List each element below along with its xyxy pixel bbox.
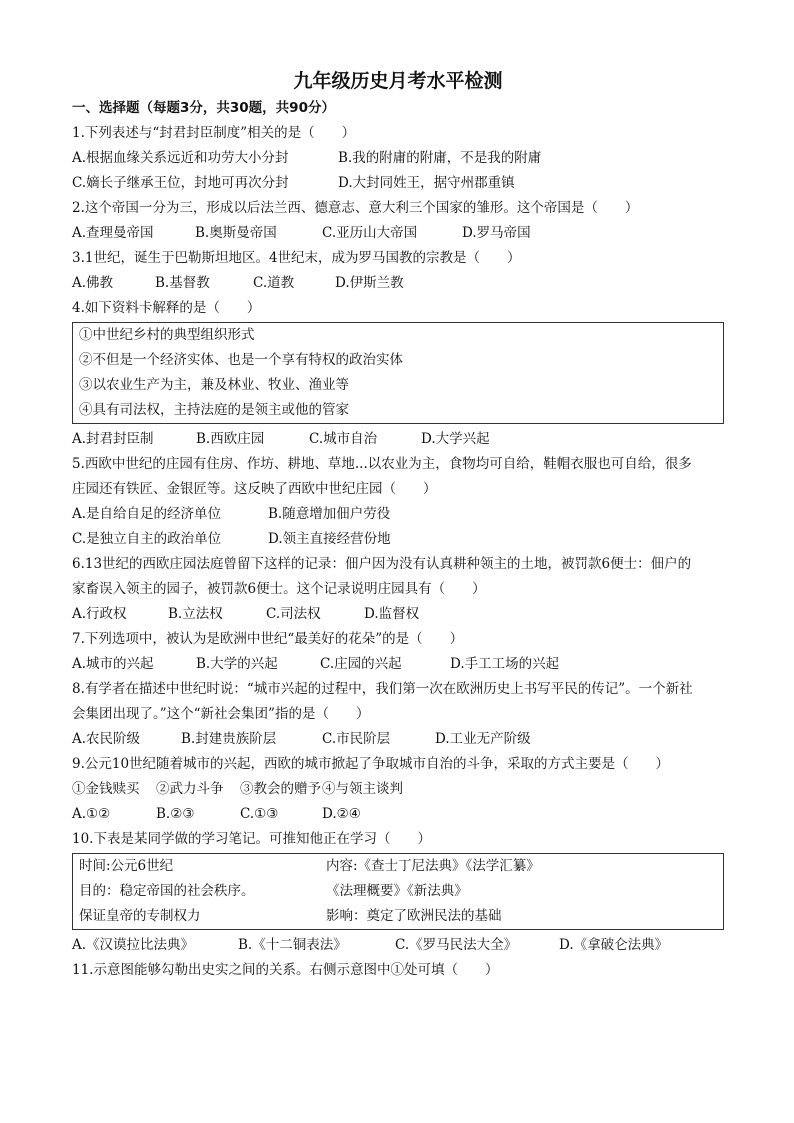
question-9-items	[72, 777, 724, 802]
q6-option-a[interactable]: A.行政权	[72, 606, 127, 622]
q5-option-b[interactable]: B.随意增加佃户劳役	[268, 506, 391, 522]
q10-note-guarantee: 保证皇帝的专制权力	[79, 908, 201, 924]
question-6-stem: 6.13世纪的西欧庄园法庭曾留下这样的记录：佃户因为没有认真耕种领主的土地，被罚款6便士：佃户的	[72, 556, 692, 572]
q10-option-d[interactable]: D.《拿破仑法典》	[559, 937, 669, 953]
q1-option-a[interactable]: A.根据血缘关系远近和功劳大小分封	[72, 150, 289, 166]
q10-notes-row	[79, 879, 717, 904]
question-2-options	[72, 221, 724, 246]
question-2-stem: 2.这个帝国一分为三，形成以后法兰西、德意志、意大利三个国家的雏形。这个帝国是（ ）	[72, 200, 639, 216]
q4-info-card	[72, 322, 724, 424]
q4-option-b[interactable]: B.西欧庄园	[196, 431, 265, 447]
q7-option-a[interactable]: A.城市的兴起	[72, 656, 154, 672]
page-title: 九年级历史月考水平检测	[293, 70, 503, 92]
q2-option-d[interactable]: D.罗马帝国	[462, 225, 531, 241]
question-8-stem: 8.有学者在描述中世纪时说：“城市兴起的过程中，我们第一次在欧洲历史上书写平民的传记”。一个新社	[72, 681, 693, 697]
question-1-options-row1	[72, 146, 724, 171]
q3-option-d[interactable]: D.伊斯兰教	[335, 275, 404, 291]
question-6-stem-cont: 家畜误入领主的园子，被罚款6便士。这个记录说明庄园具有（ ）	[72, 581, 486, 597]
question-5-options-row2	[72, 527, 724, 552]
q2-option-c[interactable]: C.亚历山大帝国	[322, 225, 418, 241]
q9-option-d[interactable]: D.②④	[322, 806, 361, 822]
q10-notes-row	[79, 854, 717, 879]
q4-card-item: ②不但是一个经济实体、也是一个享有特权的政治实体	[79, 352, 403, 368]
q7-option-d[interactable]: D.手工工场的兴起	[450, 656, 560, 672]
q4-option-d[interactable]: D.大学兴起	[421, 431, 490, 447]
question-9-stem: 9.公元10世纪随着城市的兴起，西欧的城市掀起了争取城市自治的斗争，采取的方式主要是（ ）	[72, 756, 670, 772]
question-7-options	[72, 652, 724, 677]
q8-option-d[interactable]: D.工业无产阶级	[435, 731, 531, 747]
q10-option-a[interactable]: A.《汉谟拉比法典》	[72, 937, 195, 953]
q5-option-d[interactable]: D.领主直接经营份地	[268, 531, 391, 547]
q10-note-content2: 《法理概要》《新法典》	[326, 883, 468, 899]
section-heading: 一、选择题（每题3分，共30题，共90分）	[72, 100, 335, 116]
question-4-options	[72, 427, 724, 452]
q10-note-impact: 影响：奠定了欧洲民法的基础	[326, 908, 502, 924]
q7-option-c[interactable]: C.庄园的兴起	[320, 656, 402, 672]
q10-option-b[interactable]: B.《十二铜表法》	[238, 937, 347, 953]
question-9-options	[72, 802, 724, 827]
q3-option-b[interactable]: B.基督教	[155, 275, 210, 291]
q2-option-b[interactable]: B.奥斯曼帝国	[195, 225, 277, 241]
q10-note-time: 时间:公元6世纪	[79, 858, 174, 874]
question-8-stem-cont: 会集团出现了。”这个“新社会集团”指的是（ ）	[72, 706, 370, 722]
q3-option-c[interactable]: C.道教	[253, 275, 295, 291]
q10-note-purpose: 目的：稳定帝国的社会秩序。	[79, 883, 255, 899]
question-5-stem: 5.西欧中世纪的庄园有住房、作坊、耕地、草地...以农业为主，食物均可自给，鞋帽衣服也可自给，很多	[72, 456, 692, 472]
question-7-stem: 7.下列选项中，被认为是欧洲中世纪“最美好的花朵”的是（ ）	[72, 631, 464, 647]
q5-option-c[interactable]: C.是独立自主的政治单位	[72, 531, 222, 547]
q9-item: ①金钱赎买	[72, 781, 140, 797]
q2-option-a[interactable]: A.查理曼帝国	[72, 225, 154, 241]
q9-option-a[interactable]: A.①②	[72, 806, 111, 822]
question-11-stem: 11.示意图能够勾勒出史实之间的关系。右侧示意图中①处可填（ ）	[72, 962, 499, 978]
q1-option-d[interactable]: D.大封同姓王，据守州郡重镇	[338, 175, 515, 191]
q8-option-b[interactable]: B.封建贵族阶层	[181, 731, 277, 747]
q9-option-c[interactable]: C.①③	[240, 806, 279, 822]
question-6-options	[72, 602, 724, 627]
q8-option-c[interactable]: C.市民阶层	[322, 731, 391, 747]
q10-notes-table	[72, 853, 724, 930]
q6-option-b[interactable]: B.立法权	[168, 606, 223, 622]
question-10-stem: 10.下表是某同学做的学习笔记。可推知他正在学习（ ）	[72, 831, 431, 847]
q10-note-content: 内容:《查士丁尼法典》《法学汇纂》	[326, 858, 540, 874]
question-5-stem-cont: 庄园还有铁匠、金银匠等。这反映了西欧中世纪庄园（ ）	[72, 481, 437, 497]
question-8-options	[72, 727, 724, 752]
q4-card-item: ③以农业生产为主，兼及林业、牧业、渔业等	[79, 377, 349, 393]
q6-option-c[interactable]: C.司法权	[266, 606, 321, 622]
q4-card-item: ④具有司法权，主持法庭的是领主或他的管家	[79, 402, 349, 418]
q3-option-a[interactable]: A.佛教	[72, 275, 114, 291]
q1-option-b[interactable]: B.我的附庸的附庸，不是我的附庸	[338, 150, 542, 166]
question-1-stem: 1.下列表述与“封君封臣制度”相关的是（ ）	[72, 125, 356, 141]
question-5-options-row1	[72, 502, 724, 527]
q9-item: ③教会的赠予	[240, 781, 321, 797]
question-3-options	[72, 271, 724, 296]
question-3-stem: 3.1世纪，诞生于巴勒斯坦地区。4世纪末，成为罗马国教的宗教是（ ）	[72, 250, 521, 266]
question-1-options-row2	[72, 171, 724, 196]
q4-option-a[interactable]: A.封君封臣制	[72, 431, 154, 447]
question-4-stem: 4.如下资料卡解释的是（ ）	[72, 300, 261, 316]
q6-option-d[interactable]: D.监督权	[364, 606, 420, 622]
exam-page	[72, 66, 724, 983]
q10-option-c[interactable]: C.《罗马民法大全》	[395, 937, 518, 953]
q7-option-b[interactable]: B.大学的兴起	[196, 656, 278, 672]
q1-option-c[interactable]: C.嫡长子继承王位，封地可再次分封	[72, 175, 289, 191]
q4-option-c[interactable]: C.城市自治	[309, 431, 378, 447]
q9-item: ②武力斗争	[156, 781, 224, 797]
q8-option-a[interactable]: A.农民阶级	[72, 731, 141, 747]
q4-card-item: ①中世纪乡村的典型组织形式	[79, 327, 255, 343]
q9-option-b[interactable]: B.②③	[156, 806, 195, 822]
q5-option-a[interactable]: A.是自给自足的经济单位	[72, 506, 222, 522]
q9-item: ④与领主谈判	[322, 781, 403, 797]
question-10-options	[72, 933, 724, 958]
q10-notes-row	[79, 904, 717, 929]
